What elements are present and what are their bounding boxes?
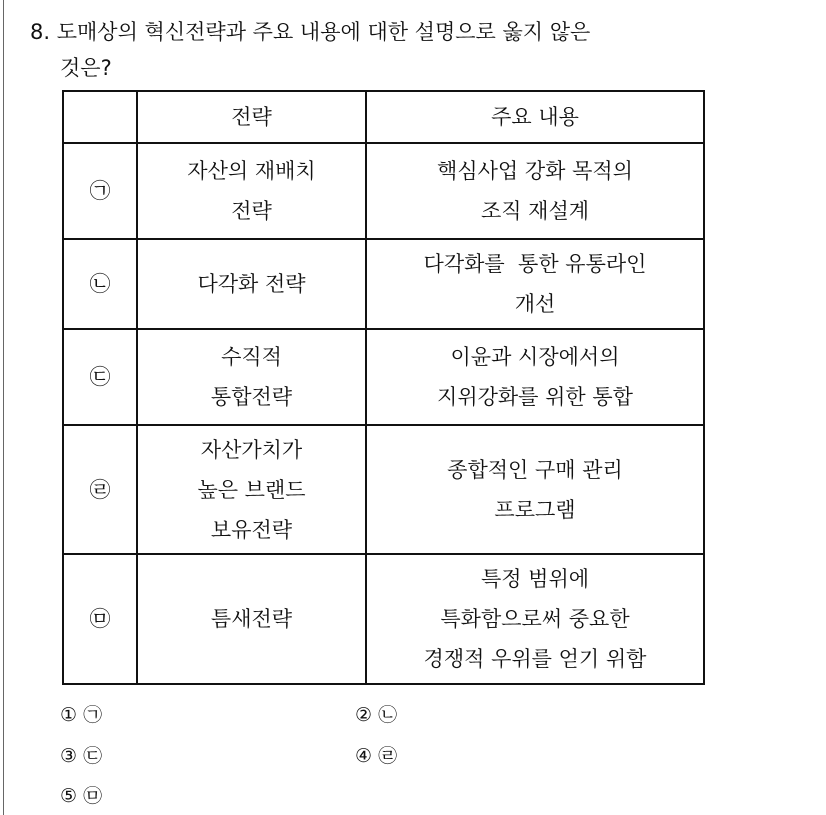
strategy-line: 틈새전략 <box>210 607 293 631</box>
row-strategy <box>137 239 366 329</box>
row-mark: ㉤ <box>63 554 137 684</box>
content-line: 프로그램 <box>494 497 576 522</box>
choice-4[interactable]: ④ ㉣ <box>355 745 398 767</box>
question-text <box>30 14 590 86</box>
content-line: 이윤과 시장에서의 <box>450 345 620 369</box>
question-line-1: 도매상의 혁신전략과 주요 내용에 대한 설명으로 옳지 않은 <box>56 20 591 44</box>
content-line: 지위강화를 위한 통합 <box>437 385 633 409</box>
table-row <box>63 239 704 329</box>
choice-1[interactable]: ① ㉠ <box>60 704 103 726</box>
left-margin-rule <box>3 0 4 815</box>
row-mark: ㉠ <box>63 143 137 239</box>
row-strategy <box>137 554 366 684</box>
content-line: 핵심사업 강화 목적의 <box>437 159 633 183</box>
content-line: 다각화를 통한 유통라인 <box>423 252 647 276</box>
row-content <box>366 425 704 554</box>
table-row <box>63 425 704 554</box>
table-row <box>63 554 704 684</box>
strategy-line: 자산가치가 <box>200 437 303 462</box>
choice-2[interactable]: ② ㉡ <box>355 704 398 726</box>
content-line: 개선 <box>514 292 556 316</box>
strategy-line: 통합전략 <box>210 385 293 409</box>
question-number: 8. <box>30 20 51 44</box>
strategy-line: 다각화 전략 <box>197 272 306 296</box>
strategy-line: 자산의 재배치 <box>187 159 316 183</box>
row-content <box>366 554 704 684</box>
table-row <box>63 143 704 239</box>
row-strategy <box>137 143 366 239</box>
content-line: 경쟁적 우위를 얻기 위함 <box>423 647 647 671</box>
table-row <box>63 329 704 425</box>
row-mark: ㉣ <box>63 425 137 554</box>
row-mark: ㉢ <box>63 329 137 425</box>
strategy-line: 보유전략 <box>210 517 293 542</box>
row-content <box>366 239 704 329</box>
header-mark <box>63 91 137 143</box>
row-content <box>366 143 704 239</box>
choice-3[interactable]: ③ ㉢ <box>60 745 103 767</box>
header-strategy: 전략 <box>137 91 366 143</box>
content-line: 조직 재설계 <box>480 199 590 223</box>
row-content <box>366 329 704 425</box>
row-strategy <box>137 425 366 554</box>
choice-5[interactable]: ⑤ ㉤ <box>60 785 103 807</box>
row-mark: ㉡ <box>63 239 137 329</box>
strategy-line: 전략 <box>231 199 272 223</box>
strategy-table <box>62 90 705 685</box>
header-content: 주요 내용 <box>366 91 704 143</box>
content-line: 종합적인 구매 관리 <box>447 457 623 482</box>
row-strategy <box>137 329 366 425</box>
strategy-line: 높은 브랜드 <box>197 477 306 502</box>
content-line: 특정 범위에 <box>480 567 590 591</box>
strategy-line: 수직적 <box>221 345 282 369</box>
content-line: 특화함으로써 중요한 <box>440 607 630 631</box>
question-line-2: 것은? <box>60 56 112 80</box>
table-header-row <box>63 91 704 143</box>
